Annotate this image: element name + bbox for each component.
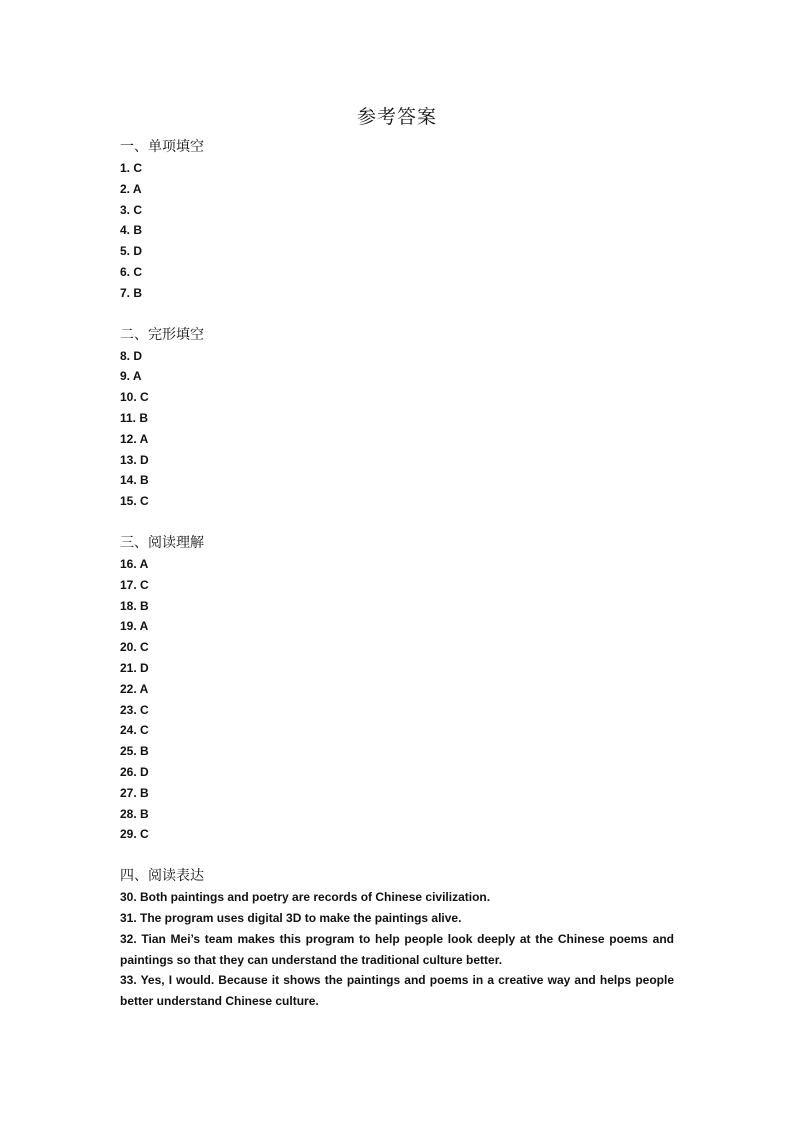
- answer-item: 5. D: [120, 244, 143, 259]
- section-heading: 二、完形填空: [120, 326, 204, 343]
- answer-item: 29. C: [120, 827, 149, 842]
- answer-item: 26. D: [120, 764, 149, 779]
- answer-item: 7. B: [120, 285, 143, 300]
- answer-item: 20. C: [120, 640, 149, 655]
- answer-item: 4. B: [120, 223, 143, 238]
- answer-item: 9. A: [120, 369, 142, 384]
- section-heading: 三、阅读理解: [120, 534, 204, 551]
- answer-item: 8. D: [120, 348, 143, 363]
- section-single-choice: [120, 137, 674, 304]
- answer-item: 23. C: [120, 702, 149, 717]
- answer-item: 16. A: [120, 556, 149, 571]
- answer-item: 21. D: [120, 660, 149, 675]
- answer-item: 12. A: [120, 431, 149, 446]
- answer-item: 18. B: [120, 598, 149, 613]
- section-heading: 四、阅读表达: [120, 868, 204, 885]
- section-heading: 一、单项填空: [120, 139, 204, 155]
- answer-item: 3. C: [120, 202, 143, 217]
- answer-item: 22. A: [120, 681, 149, 696]
- answer-item: 27. B: [120, 785, 149, 800]
- section-reading-expression: [120, 866, 674, 1012]
- answer-item: 17. C: [120, 577, 149, 592]
- answer-item: 24. C: [120, 723, 149, 738]
- answer-content: [120, 137, 674, 1012]
- section-spacer: [120, 845, 674, 866]
- answer-item: 15. C: [120, 494, 149, 509]
- section-reading-comprehension: [120, 533, 674, 845]
- section-cloze: [120, 325, 674, 512]
- answer-item: 13. D: [120, 452, 149, 467]
- answer-item: 19. A: [120, 619, 149, 634]
- answer-item: 30. Both paintings and poetry are records of Chinese civilization.: [120, 890, 491, 905]
- section-spacer: [120, 512, 674, 533]
- answer-item: 33. Yes, I would. Because it shows the paintings and poems in a creative way and helps people better understand Chinese culture.: [120, 973, 674, 1009]
- section-spacer: [120, 304, 674, 325]
- answer-item: 10. C: [120, 390, 149, 405]
- answer-item: 6. C: [120, 264, 143, 279]
- answer-item: 25. B: [120, 744, 149, 759]
- answer-item: 11. B: [120, 410, 149, 425]
- answer-item: 32. Tian Mei’s team makes this program to help people look deeply at the Chinese poems and paintings so that they can understand the traditional culture better.: [120, 931, 674, 967]
- answer-item: 28. B: [120, 806, 149, 821]
- answer-item: 1. C: [120, 161, 143, 175]
- answer-item: 14. B: [120, 473, 149, 488]
- answer-item: 2. A: [120, 181, 142, 196]
- page-title: 参考答案: [356, 106, 437, 128]
- answer-item: 31. The program uses digital 3D to make the paintings alive.: [120, 910, 462, 925]
